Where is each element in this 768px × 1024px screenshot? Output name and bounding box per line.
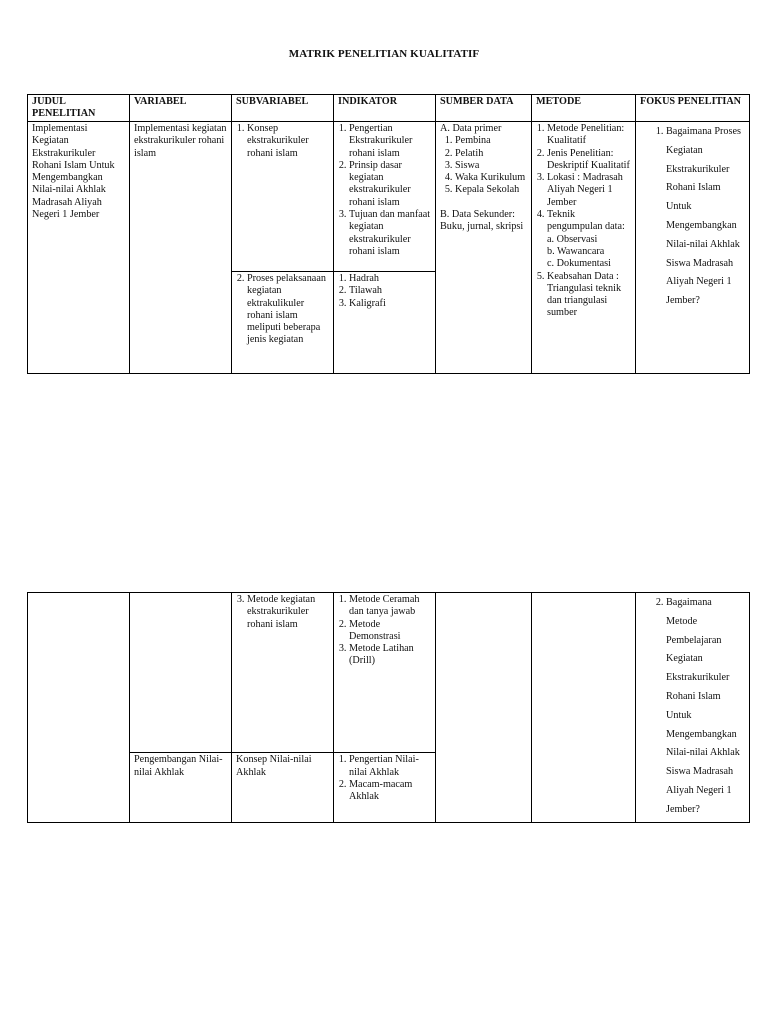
research-matrix-table-1 [27,94,750,374]
header-subvariabel: SUBVARIABEL [232,95,334,122]
list-item: 1. Hadrah [349,273,431,285]
list-item: 3. Metode Latihan (Drill) [349,643,431,668]
list-item: 2. Macam-macam Akhlak [349,779,431,804]
cell-indikator-3 [334,593,436,753]
cell-subvariabel-2 [232,272,334,374]
cell-fokus-2 [636,593,750,823]
list-item: 2. Proses pelaksanaan kegiatan ektrakulikuler rohani islam meliputi beberapa jenis kegiatan [247,273,329,347]
cell-metode [532,122,636,374]
cell-indikator-4 [334,753,436,822]
research-matrix-table-2 [27,592,750,823]
list-item: 1. Pengertian Ekstrakurikuler rohani islam [349,123,431,160]
list-item: 3. Siswa [455,160,527,172]
list-item: 2. Tilawah [349,285,431,297]
list-item: 1. Pengertian Nilai-nilai Akhlak [349,754,431,779]
list-item: 2. Prinsip dasar kegiatan ekstrakurikuler rohani islam [349,160,431,209]
table-row [28,593,750,753]
list-item: 1. Konsep ekstrakurikuler rohani islam [247,123,329,160]
list-item: 5. Kepala Sekolah [455,184,527,196]
cell-sumber-data: A. Data primer 1. Pembina 2. Pelatih 3. Siswa 4. Waka Kurikulum 5. Kepala Sekolah B. Data Sekunder: Buku, jurnal, skripsi [436,122,532,374]
cell-sumber-empty [436,593,532,823]
header-sumber-data: SUMBER DATA [436,95,532,122]
cell-variabel-2: Pengembangan Nilai-nilai Akhlak [130,753,232,822]
cell-subvariabel-3 [232,593,334,753]
cell-fokus [636,122,750,374]
cell-metode-empty [532,593,636,823]
header-fokus: FOKUS PENELITIAN [636,95,750,122]
cell-variabel: Implementasi kegiatan ekstrakurikuler rohani islam [130,122,232,374]
list-item: 1. Bagaimana Proses Kegiatan Ekstrakurikuler Rohani Islam Untuk Mengembangkan Nilai-nilai Akhlak Siswa Madrasah Aliyah Negeri 1 Jember? [666,123,745,311]
cell-indikator-2 [334,272,436,374]
teknik-label: Teknik pengumpulan data: [547,209,625,233]
list-item: 1. Pembina [455,135,527,147]
sumber-primer-label: Data primer [452,123,502,134]
list-item: a. Observasi [547,233,598,245]
list-item: 3. Kaligrafi [349,298,431,310]
header-metode: METODE [532,95,636,122]
cell-judul: Implementasi Kegiatan Ekstrakurikuler Rohani Islam Untuk Mengembangkan Nilai-nilai Akhlak Madrasah Aliyah Negeri 1 Jember [28,122,130,374]
document-title: MATRIK PENELITIAN KUALITATIF [288,48,480,60]
header-variabel: VARIABEL [130,95,232,122]
cell-subvariabel-1 [232,122,334,272]
list-item: 3. Lokasi : Madrasah Aliyah Negeri 1 Jember [547,172,631,209]
list-item: 5. Keabsahan Data : Triangulasi teknik dan triangulasi sumber [547,271,631,320]
list-item: b. Wawancara [547,245,605,257]
list-item: 1. Metode Penelitian: Kualitatif [547,123,631,148]
list-item: 2. Pelatih [455,148,527,160]
list-item: 1. Metode Ceramah dan tanya jawab [349,594,431,619]
cell-subvariabel-4: Konsep Nilai-nilai Akhlak [232,753,334,822]
list-item: c. Dokumentasi [547,258,611,270]
list-item: 2. Metode Demonstrasi [349,619,431,644]
list-item: 2. Bagaimana Metode Pembelajaran Kegiatan Ekstrakurikuler Rohani Islam Untuk Mengembangkan Nilai-nilai Akhlak Siswa Madrasah Aliyah Negeri 1 Jember? [666,594,745,820]
list-item [547,209,631,270]
header-indikator: INDIKATOR [334,95,436,122]
list-item: 3. Metode kegiatan ekstrakurikuler rohani islam [247,594,329,631]
list-item: 2. Jenis Penelitian: Deskriptif Kualitatif [547,148,631,173]
cell-variabel-empty [130,593,232,753]
sumber-sekunder-label: Data Sekunder: Buku, jurnal, skripsi [440,208,524,233]
header-row [28,95,750,122]
cell-judul-empty [28,593,130,823]
header-judul: JUDUL PENELITIAN [28,95,130,122]
table-row [28,122,750,272]
cell-indikator-1 [334,122,436,272]
list-item: 4. Waka Kurikulum [455,172,527,184]
list-item: 3. Tujuan dan manfaat kegiatan ekstrakurikuler rohani islam [349,209,431,258]
